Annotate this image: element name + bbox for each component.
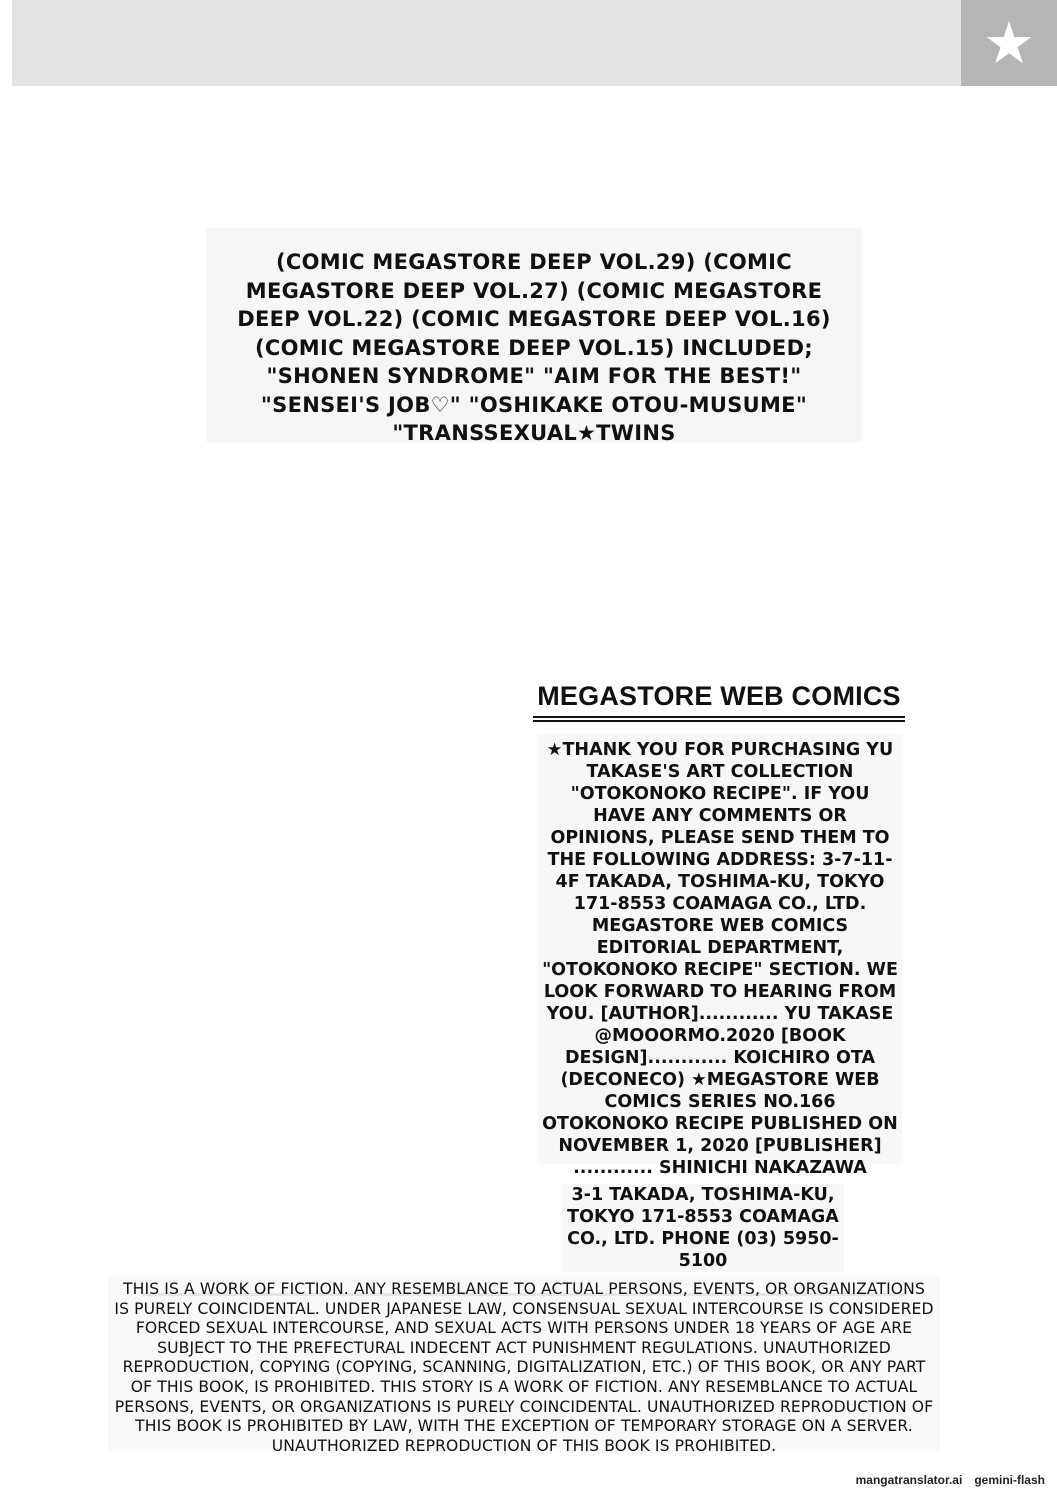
credits-text: (COMIC MEGASTORE DEEP VOL.29) (COMIC MEGASTORE DEEP VOL.27) (COMIC MEGASTORE DEEP VOL.22) (COMIC MEGASTORE DEEP VOL.16) (COMIC MEGASTORE DEEP VOL.15) INCLUDED; "SHONEN SYNDROME" "AIM FOR THE BEST!" "SENSEI'S JOB♡" "OSHIKAKE OTOU-MUSUME" "TRANSSEXUAL★TWINS (206, 228, 862, 442)
star-badge (961, 0, 1057, 86)
watermark (856, 1473, 1045, 1487)
star-icon: ★ (983, 9, 1035, 77)
header-band (12, 0, 1057, 86)
watermark-site: mangatranslator.ai (855, 1473, 963, 1487)
publisher-address: 3-1 TAKADA, TOSHIMA-KU, TOKYO 171-8553 COAMAGA CO., LTD. PHONE (03) 5950-5100 (562, 1184, 844, 1272)
watermark-model: gemini-flash (974, 1473, 1045, 1487)
colophon-text: ★THANK YOU FOR PURCHASING YU TAKASE'S ART COLLECTION "OTOKONOKO RECIPE". IF YOU HAVE ANY COMMENTS OR OPINIONS, PLEASE SEND THEM TO THE FOLLOWING ADDRESS: 3-7-11-4F TAKADA, TOSHIMA-KU, TOKYO 171-8553 COAMAGA CO., LTD. MEGASTORE WEB COMICS EDITORIAL DEPARTMENT, "OTOKONOKO RECIPE" SECTION. WE LOOK FORWARD TO HEARING FROM YOU. [AUTHOR]............ YU TAKASE @MOOORMO.2020 [BOOK DESIGN]............ KOICHIRO OTA (DECONECO) ★MEGASTORE WEB COMICS SERIES NO.166 OTOKONOKO RECIPE PUBLISHED ON NOVEMBER 1, 2020 [PUBLISHER] ............ SHINICHI NAKAZAWA (538, 734, 902, 1164)
publisher-heading: MEGASTORE WEB COMICS (533, 678, 905, 722)
legal-disclaimer: THIS IS A WORK OF FICTION. ANY RESEMBLANCE TO ACTUAL PERSONS, EVENTS, OR ORGANIZATIONS IS PURELY COINCIDENTAL. UNDER JAPANESE LAW, CONSENSUAL SEXUAL INTERCOURSE IS CONSIDERED FORCED SEXUAL INTERCOURSE, AND SEXUAL ACTS WITH PERSONS UNDER 18 YEARS OF AGE ARE SUBJECT TO THE PREFECTURAL INDECENT ACT PUNISHMENT REGULATIONS. UNAUTHORIZED REPRODUCTION, COPYING (COPYING, SCANNING, DIGITALIZATION, ETC.) OF THIS BOOK, OR ANY PART OF THIS BOOK, IS PROHIBITED. THIS STORY IS A WORK OF FICTION. ANY RESEMBLANCE TO ACTUAL PERSONS, EVENTS, OR ORGANIZATIONS IS PURELY COINCIDENTAL. UNAUTHORIZED REPRODUCTION OF THIS BOOK IS PROHIBITED BY LAW, WITH THE EXCEPTION OF TEMPORARY STORAGE ON A SERVER. UNAUTHORIZED REPRODUCTION OF THIS BOOK IS PROHIBITED. (108, 1276, 940, 1451)
